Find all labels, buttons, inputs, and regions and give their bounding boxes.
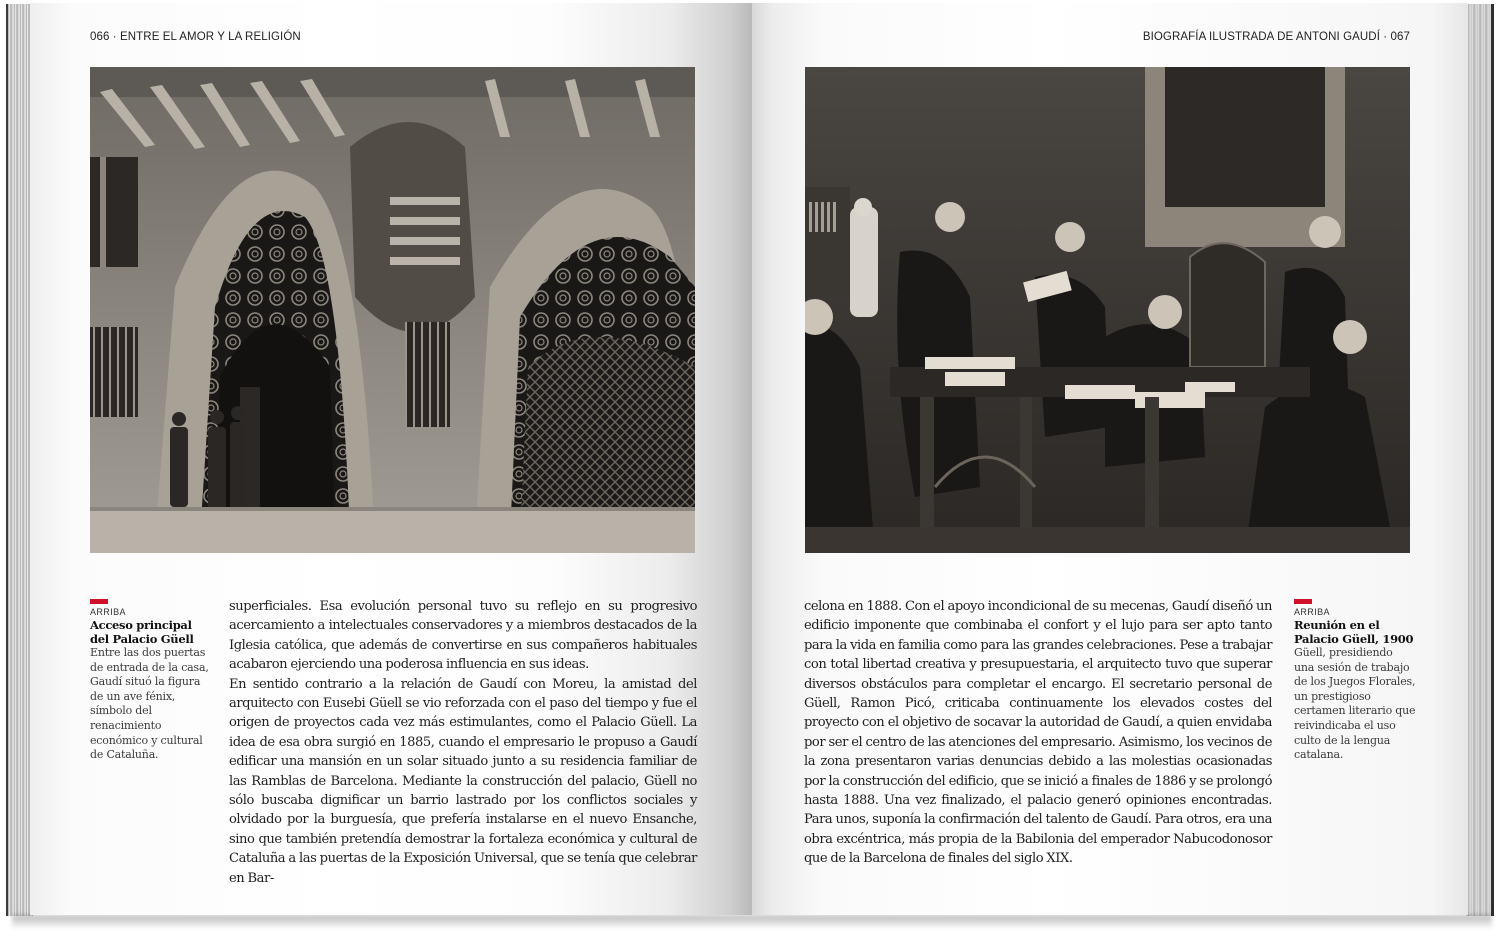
caption-title: Reunión en el Palacio Güell, 1900 <box>1294 618 1414 646</box>
archive-photo-meeting <box>805 67 1410 553</box>
photo-caption-right <box>1294 599 1416 763</box>
left-page <box>30 3 752 915</box>
red-caption-marker <box>1294 599 1312 604</box>
book-shadow <box>12 915 1492 929</box>
caption-kicker: ARRIBA <box>90 607 126 617</box>
running-head-right: BIOGRAFÍA ILUSTRADA DE ANTONI GAUDÍ · 067 <box>1142 31 1410 43</box>
paragraph: En sentido contrario a la relación de Gaudí con Moreu, la amistad del arquitecto con Eusebi Güell se vio reforzada con el paso del tiempo y fue el origen de proyectos cada vez más estimulantes, como el Palacio Güell. La idea de esa obra surgió en 1885, cuando el empresario le propuso a Gaudí edificar una mansión en un solar situado junto a su residencia familiar de las Ramblas de Barcelona. Mediante la construcción del palacio, Güell no sólo buscaba dignificar un barrio lastrado por los conflictos sociales y olvidado por la burguesía, que prefería instalarse en el nuevo Ensanche, sino que también pretendía demostrar la fortaleza económica y cultural de Cataluña a las puertas de la Exposición Universal, que se tenía que celebrar en Bar- <box>229 676 697 886</box>
page-block-edge-right <box>1466 4 1494 916</box>
body-text-right <box>804 597 1272 869</box>
caption-body: Entre las dos puertas de entrada de la casa, Gaudí situó la figura de un ave fénix, símbolo del renacimiento económico y cultural de Cataluña. <box>90 646 209 762</box>
page-block-edge-left <box>6 4 33 916</box>
photo-reunion-palacio-guell <box>805 67 1410 553</box>
red-caption-marker <box>90 599 108 604</box>
photo-palacio-guell-entrance <box>90 67 695 553</box>
caption-kicker: ARRIBA <box>1294 607 1330 617</box>
photo-caption-left <box>90 599 212 763</box>
paragraph: celona en 1888. Con el apoyo incondicional de su mecenas, Gaudí diseñó un edificio imponente que combinaba el confort y el lujo para ser apto tanto para la vida en familia como para las grandes celebraciones. Pese a trabajar con total libertad creativa y presupuestaria, el arquitecto tuvo que superar diversos obstáculos para completar el encargo. El secretario personal de Güell, Ramon Picó, criticaba continuamente los elevados costes del proyecto con el objetivo de socavar la autoridad de Gaudí, a quien envidaba por ser el centro de las atenciones del empresario. Asimismo, los vecinos de la zona presentaron varias denuncias debido a las molestias ocasionadas por la construcción del edificio, que se inició a finales de 1886 y se prolongó hasta 1888. Una vez finalizado, el palacio generó opiniones encontradas. Para unos, suponía la confirmación del talento de Gaudí. Para otros, era una obra excéntrica, más propia de la Babilonia del emperador Nabucodonosor que de la Barcelona de finales del siglo XIX. <box>804 599 1272 867</box>
right-page <box>752 3 1468 915</box>
archive-photo-facade <box>90 67 695 553</box>
body-text-left <box>229 597 697 888</box>
caption-title: Acceso principal del Palacio Güell <box>90 618 194 646</box>
caption-body: Güell, presidiendo una sesión de trabajo de los Juegos Florales, un prestigioso certamen literario que reivindicaba el uso culto de la lengua catalana. <box>1294 646 1416 762</box>
paragraph: superficiales. Esa evolución personal tuvo su reflejo en su progresivo acercamiento a intelectuales conservadores y a miembros destacados de la Iglesia católica, que además de convertirse en sus compañeros habituales acabaron ejerciendo una poderosa influencia en sus ideas. <box>229 599 697 673</box>
running-head-left: 066 · ENTRE EL AMOR Y LA RELIGIÓN <box>90 31 301 43</box>
